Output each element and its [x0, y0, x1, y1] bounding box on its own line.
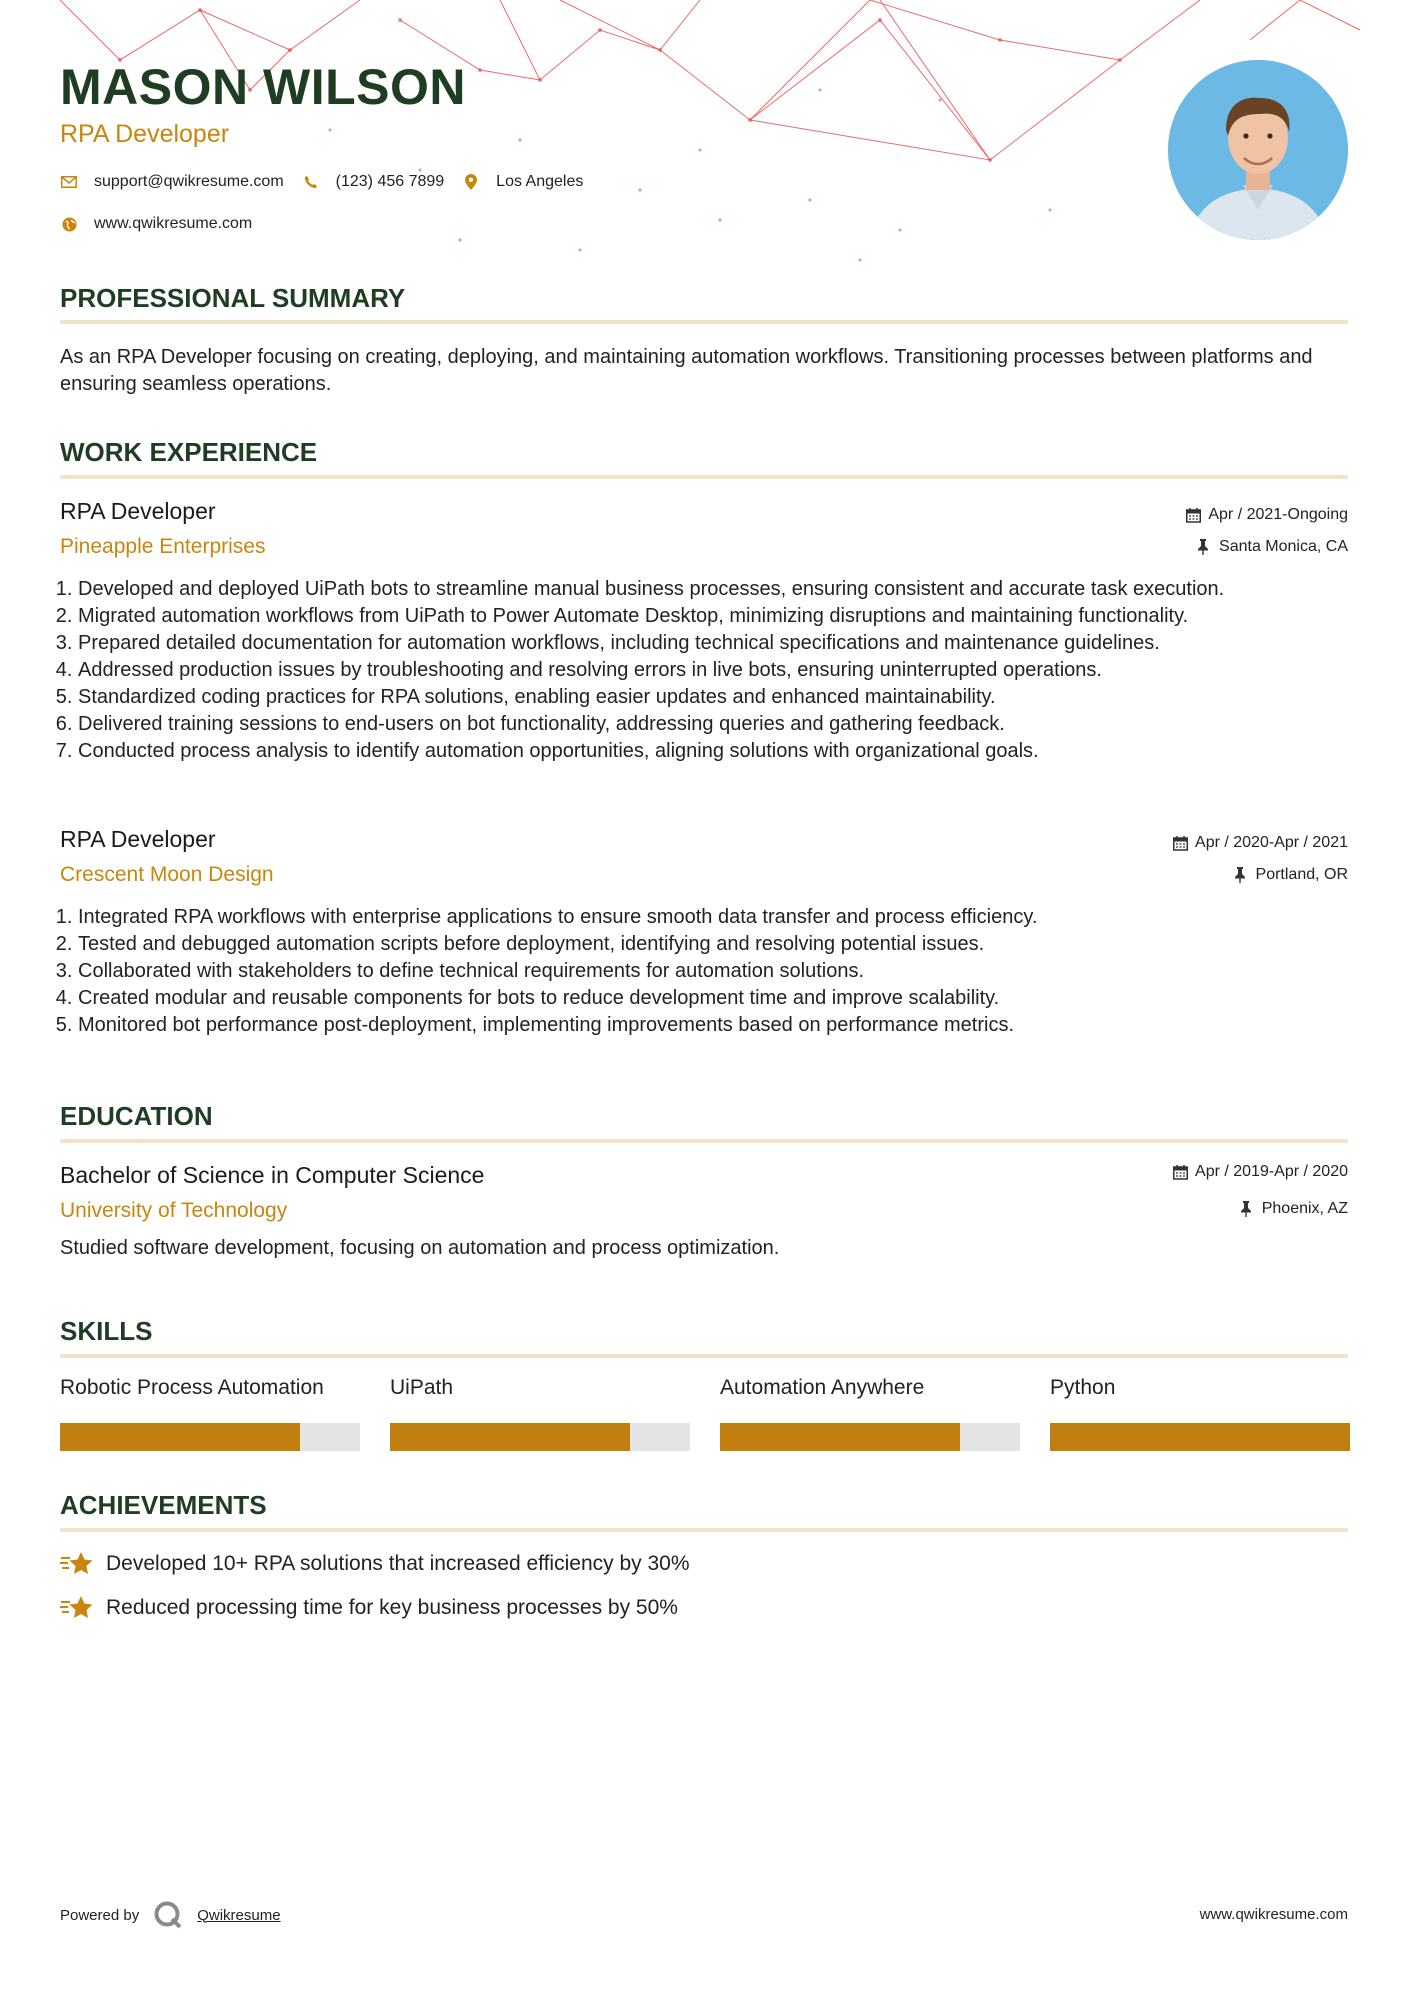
education-location	[1240, 1200, 1348, 1218]
job-date	[1186, 506, 1348, 524]
skill-label: Robotic Process Automation	[60, 1376, 324, 1399]
job-company: Pineapple Enterprises	[60, 535, 266, 558]
footer-website[interactable]: www.qwikresume.com	[1199, 1906, 1348, 1923]
powered-by-label: Powered by	[60, 1906, 140, 1924]
job-title: RPA Developer	[60, 498, 216, 524]
contact-row-website	[60, 215, 270, 233]
education-degree: Bachelor of Science in Computer Science	[60, 1162, 485, 1188]
list-item: 7. Conducted process analysis to identify automation opportunities, aligning solutions with organizational goals.	[78, 738, 1366, 765]
list-item: 4. Addressed production issues by troubleshooting and resolving errors in live bots, ensuring uninterrupted operations.	[78, 657, 1366, 684]
skill-bar-track	[720, 1423, 1020, 1451]
achievement-text: Developed 10+ RPA solutions that increased efficiency by 30%	[106, 1552, 690, 1575]
job-location	[1197, 538, 1348, 556]
qwikresume-link[interactable]: Qwikresume	[197, 1906, 281, 1924]
job-bullets	[60, 576, 1366, 765]
section-title-achievements: ACHIEVEMENTS	[60, 1490, 267, 1520]
skill-bar-track	[1050, 1423, 1350, 1451]
list-item: 5. Standardized coding practices for RPA solutions, enabling easier updates and enhanced maintainability.	[78, 684, 1366, 711]
job-location-text: Santa Monica, CA	[1219, 538, 1348, 555]
skill-item	[390, 1376, 690, 1451]
calendar-icon	[1173, 1164, 1189, 1180]
education-date-text: Apr / 2019-Apr / 2020	[1195, 1163, 1348, 1180]
skill-bar-track	[390, 1423, 690, 1451]
skill-label: UiPath	[390, 1376, 454, 1399]
website-link[interactable]: www.qwikresume.com	[94, 215, 253, 232]
section-divider	[60, 1354, 1348, 1358]
list-item: 2. Migrated automation workflows from UiPath to Power Automate Desktop, minimizing disruptions and maintaining functionality.	[78, 603, 1366, 630]
education-date	[1173, 1163, 1348, 1181]
skill-item	[1050, 1376, 1350, 1451]
calendar-icon	[1173, 835, 1189, 851]
section-title-education: EDUCATION	[60, 1101, 213, 1131]
qwikresume-logo-icon	[153, 1900, 183, 1930]
list-item: 1. Developed and deployed UiPath bots to streamline manual business processes, ensuring consistent and accurate task execution.	[78, 576, 1366, 603]
skill-bar-fill	[60, 1423, 300, 1451]
achievement-text: Reduced processing time for key business processes by 50%	[106, 1596, 678, 1619]
map-pin-icon	[462, 173, 480, 191]
section-divider	[60, 475, 1348, 479]
list-item: 2. Tested and debugged automation scripts before deployment, identifying and resolving potential issues.	[78, 931, 1366, 958]
skill-bar-track	[60, 1423, 360, 1451]
pushpin-icon	[1240, 1201, 1256, 1217]
section-title-experience: WORK EXPERIENCE	[60, 437, 318, 467]
list-item: 3. Collaborated with stakeholders to define technical requirements for automation solutions.	[78, 958, 1366, 985]
list-item: 3. Prepared detailed documentation for automation workflows, including technical specifications and maintenance guidelines.	[78, 630, 1366, 657]
skill-item	[720, 1376, 1020, 1451]
job-date	[1173, 834, 1348, 852]
job-company: Crescent Moon Design	[60, 863, 274, 886]
skill-item	[60, 1376, 360, 1451]
section-divider	[60, 1139, 1348, 1143]
phone-icon	[302, 173, 320, 191]
section-divider	[60, 320, 1348, 324]
globe-icon	[60, 215, 78, 233]
calendar-icon	[1186, 507, 1202, 523]
pushpin-icon	[1197, 539, 1213, 555]
education-description: Studied software development, focusing on automation and process optimization.	[60, 1237, 780, 1259]
skill-bar-fill	[720, 1423, 960, 1451]
avatar	[1168, 60, 1348, 240]
footer-powered-by	[60, 1900, 281, 1930]
pushpin-icon	[1234, 867, 1250, 883]
skill-bar-fill	[1050, 1423, 1350, 1451]
achievement-item	[60, 1550, 690, 1578]
email-link[interactable]: support@qwikresume.com	[94, 173, 284, 190]
skill-bar-fill	[390, 1423, 630, 1451]
list-item: 1. Integrated RPA workflows with enterprise applications to ensure smooth data transfer and process efficiency.	[78, 904, 1366, 931]
job-title: RPA Developer	[60, 826, 216, 852]
star-icon	[60, 1594, 94, 1622]
section-divider	[60, 1528, 1348, 1532]
job-date-text: Apr / 2020-Apr / 2021	[1195, 834, 1348, 851]
skill-label: Automation Anywhere	[720, 1376, 925, 1399]
section-title-summary: PROFESSIONAL SUMMARY	[60, 283, 406, 313]
job-location-text: Portland, OR	[1255, 866, 1348, 883]
job-bullets	[60, 904, 1366, 1039]
achievement-item	[60, 1594, 678, 1622]
job-date-text: Apr / 2021-Ongoing	[1208, 506, 1348, 523]
summary-text: As an RPA Developer focusing on creating, deploying, and maintaining automation workflows. Transitioning processes between platforms and ensuring seamless operations.	[60, 346, 1313, 395]
list-item: 5. Monitored bot performance post-deployment, implementing improvements based on performance metrics.	[78, 1012, 1366, 1039]
contact-row	[60, 173, 601, 191]
candidate-name: MASON WILSON	[60, 59, 466, 115]
education-location-text: Phoenix, AZ	[1261, 1200, 1348, 1217]
job-location	[1234, 866, 1348, 884]
location: Los Angeles	[496, 173, 584, 190]
list-item: 6. Delivered training sessions to end-users on bot functionality, addressing queries and gathering feedback.	[78, 711, 1366, 738]
skill-label: Python	[1050, 1376, 1116, 1399]
envelope-icon	[60, 173, 78, 191]
education-school: University of Technology	[60, 1199, 288, 1222]
list-item: 4. Created modular and reusable components for bots to reduce development time and improve scalability.	[78, 985, 1366, 1012]
candidate-role: RPA Developer	[60, 120, 230, 148]
star-icon	[60, 1550, 94, 1578]
section-title-skills: SKILLS	[60, 1316, 153, 1346]
phone-number: (123) 456 7899	[335, 173, 445, 190]
